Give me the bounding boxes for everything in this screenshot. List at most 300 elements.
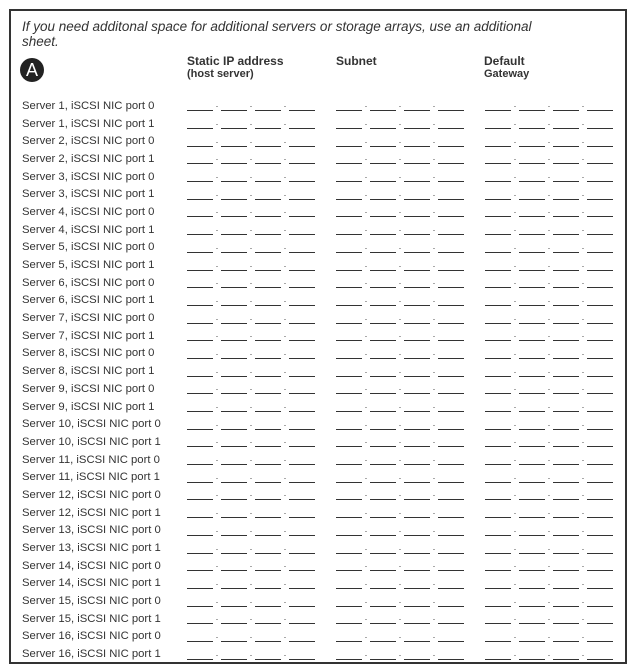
octet-blank[interactable] — [485, 136, 511, 147]
octet-blank[interactable] — [370, 613, 396, 624]
octet-blank[interactable] — [587, 260, 613, 271]
octet-blank[interactable] — [221, 348, 247, 359]
subnet-field[interactable] — [336, 489, 464, 500]
octet-blank[interactable] — [221, 330, 247, 341]
octet-blank[interactable] — [553, 224, 579, 235]
ip-field[interactable] — [187, 436, 315, 447]
octet-blank[interactable] — [404, 578, 430, 589]
octet-blank[interactable] — [289, 454, 315, 465]
subnet-field[interactable] — [336, 118, 464, 129]
octet-blank[interactable] — [587, 560, 613, 571]
octet-blank[interactable] — [255, 436, 281, 447]
octet-blank[interactable] — [438, 489, 464, 500]
octet-blank[interactable] — [187, 489, 213, 500]
octet-blank[interactable] — [370, 366, 396, 377]
octet-blank[interactable] — [519, 242, 545, 253]
octet-blank[interactable] — [289, 631, 315, 642]
ip-field[interactable] — [187, 613, 315, 624]
octet-blank[interactable] — [289, 436, 315, 447]
octet-blank[interactable] — [336, 596, 362, 607]
octet-blank[interactable] — [221, 295, 247, 306]
octet-blank[interactable] — [519, 366, 545, 377]
octet-blank[interactable] — [255, 454, 281, 465]
gateway-field[interactable] — [485, 366, 613, 377]
subnet-field[interactable] — [336, 631, 464, 642]
octet-blank[interactable] — [485, 543, 511, 554]
octet-blank[interactable] — [553, 313, 579, 324]
octet-blank[interactable] — [438, 543, 464, 554]
octet-blank[interactable] — [438, 118, 464, 129]
ip-field[interactable] — [187, 383, 315, 394]
octet-blank[interactable] — [289, 472, 315, 483]
octet-blank[interactable] — [221, 401, 247, 412]
octet-blank[interactable] — [519, 206, 545, 217]
octet-blank[interactable] — [553, 366, 579, 377]
octet-blank[interactable] — [587, 348, 613, 359]
octet-blank[interactable] — [370, 543, 396, 554]
octet-blank[interactable] — [336, 401, 362, 412]
octet-blank[interactable] — [187, 543, 213, 554]
octet-blank[interactable] — [255, 366, 281, 377]
gateway-field[interactable] — [485, 260, 613, 271]
octet-blank[interactable] — [485, 366, 511, 377]
octet-blank[interactable] — [553, 649, 579, 660]
ip-field[interactable] — [187, 543, 315, 554]
gateway-field[interactable] — [485, 578, 613, 589]
octet-blank[interactable] — [336, 136, 362, 147]
octet-blank[interactable] — [336, 366, 362, 377]
octet-blank[interactable] — [221, 613, 247, 624]
octet-blank[interactable] — [519, 631, 545, 642]
octet-blank[interactable] — [221, 383, 247, 394]
octet-blank[interactable] — [289, 401, 315, 412]
octet-blank[interactable] — [289, 330, 315, 341]
octet-blank[interactable] — [289, 348, 315, 359]
octet-blank[interactable] — [221, 100, 247, 111]
subnet-field[interactable] — [336, 613, 464, 624]
octet-blank[interactable] — [221, 277, 247, 288]
octet-blank[interactable] — [221, 578, 247, 589]
octet-blank[interactable] — [187, 295, 213, 306]
octet-blank[interactable] — [187, 277, 213, 288]
ip-field[interactable] — [187, 330, 315, 341]
octet-blank[interactable] — [438, 277, 464, 288]
octet-blank[interactable] — [187, 313, 213, 324]
octet-blank[interactable] — [221, 525, 247, 536]
ip-field[interactable] — [187, 489, 315, 500]
octet-blank[interactable] — [255, 136, 281, 147]
octet-blank[interactable] — [221, 489, 247, 500]
ip-field[interactable] — [187, 649, 315, 660]
octet-blank[interactable] — [404, 206, 430, 217]
octet-blank[interactable] — [255, 313, 281, 324]
octet-blank[interactable] — [587, 596, 613, 607]
octet-blank[interactable] — [187, 118, 213, 129]
octet-blank[interactable] — [553, 295, 579, 306]
octet-blank[interactable] — [255, 472, 281, 483]
octet-blank[interactable] — [289, 489, 315, 500]
octet-blank[interactable] — [587, 242, 613, 253]
octet-blank[interactable] — [370, 242, 396, 253]
octet-blank[interactable] — [336, 489, 362, 500]
octet-blank[interactable] — [336, 260, 362, 271]
subnet-field[interactable] — [336, 260, 464, 271]
octet-blank[interactable] — [221, 543, 247, 554]
octet-blank[interactable] — [519, 578, 545, 589]
octet-blank[interactable] — [336, 295, 362, 306]
octet-blank[interactable] — [255, 330, 281, 341]
octet-blank[interactable] — [255, 649, 281, 660]
octet-blank[interactable] — [438, 171, 464, 182]
octet-blank[interactable] — [519, 136, 545, 147]
octet-blank[interactable] — [221, 631, 247, 642]
octet-blank[interactable] — [255, 153, 281, 164]
octet-blank[interactable] — [404, 260, 430, 271]
octet-blank[interactable] — [519, 348, 545, 359]
octet-blank[interactable] — [221, 560, 247, 571]
octet-blank[interactable] — [438, 472, 464, 483]
octet-blank[interactable] — [587, 507, 613, 518]
subnet-field[interactable] — [336, 295, 464, 306]
octet-blank[interactable] — [336, 419, 362, 430]
ip-field[interactable] — [187, 472, 315, 483]
ip-field[interactable] — [187, 171, 315, 182]
octet-blank[interactable] — [221, 189, 247, 200]
octet-blank[interactable] — [370, 560, 396, 571]
subnet-field[interactable] — [336, 277, 464, 288]
octet-blank[interactable] — [485, 313, 511, 324]
gateway-field[interactable] — [485, 489, 613, 500]
octet-blank[interactable] — [553, 560, 579, 571]
octet-blank[interactable] — [519, 189, 545, 200]
octet-blank[interactable] — [438, 366, 464, 377]
octet-blank[interactable] — [485, 100, 511, 111]
subnet-field[interactable] — [336, 313, 464, 324]
octet-blank[interactable] — [336, 472, 362, 483]
octet-blank[interactable] — [485, 383, 511, 394]
octet-blank[interactable] — [553, 489, 579, 500]
octet-blank[interactable] — [519, 100, 545, 111]
octet-blank[interactable] — [370, 578, 396, 589]
octet-blank[interactable] — [519, 295, 545, 306]
octet-blank[interactable] — [255, 613, 281, 624]
octet-blank[interactable] — [587, 543, 613, 554]
octet-blank[interactable] — [187, 419, 213, 430]
octet-blank[interactable] — [553, 136, 579, 147]
octet-blank[interactable] — [370, 136, 396, 147]
octet-blank[interactable] — [370, 224, 396, 235]
octet-blank[interactable] — [370, 436, 396, 447]
octet-blank[interactable] — [404, 472, 430, 483]
ip-field[interactable] — [187, 313, 315, 324]
subnet-field[interactable] — [336, 419, 464, 430]
octet-blank[interactable] — [187, 649, 213, 660]
gateway-field[interactable] — [485, 613, 613, 624]
octet-blank[interactable] — [336, 224, 362, 235]
octet-blank[interactable] — [255, 348, 281, 359]
octet-blank[interactable] — [289, 118, 315, 129]
octet-blank[interactable] — [404, 383, 430, 394]
octet-blank[interactable] — [519, 613, 545, 624]
octet-blank[interactable] — [336, 383, 362, 394]
octet-blank[interactable] — [370, 153, 396, 164]
ip-field[interactable] — [187, 136, 315, 147]
octet-blank[interactable] — [187, 189, 213, 200]
octet-blank[interactable] — [255, 206, 281, 217]
octet-blank[interactable] — [438, 224, 464, 235]
ip-field[interactable] — [187, 401, 315, 412]
octet-blank[interactable] — [255, 260, 281, 271]
octet-blank[interactable] — [587, 401, 613, 412]
octet-blank[interactable] — [519, 260, 545, 271]
subnet-field[interactable] — [336, 596, 464, 607]
octet-blank[interactable] — [370, 596, 396, 607]
gateway-field[interactable] — [485, 242, 613, 253]
ip-field[interactable] — [187, 348, 315, 359]
octet-blank[interactable] — [587, 189, 613, 200]
octet-blank[interactable] — [289, 313, 315, 324]
octet-blank[interactable] — [187, 136, 213, 147]
octet-blank[interactable] — [370, 348, 396, 359]
octet-blank[interactable] — [485, 596, 511, 607]
gateway-field[interactable] — [485, 277, 613, 288]
octet-blank[interactable] — [519, 401, 545, 412]
octet-blank[interactable] — [336, 631, 362, 642]
octet-blank[interactable] — [553, 260, 579, 271]
octet-blank[interactable] — [289, 277, 315, 288]
octet-blank[interactable] — [255, 419, 281, 430]
octet-blank[interactable] — [221, 313, 247, 324]
subnet-field[interactable] — [336, 472, 464, 483]
octet-blank[interactable] — [221, 454, 247, 465]
octet-blank[interactable] — [370, 330, 396, 341]
gateway-field[interactable] — [485, 419, 613, 430]
subnet-field[interactable] — [336, 507, 464, 518]
octet-blank[interactable] — [187, 171, 213, 182]
octet-blank[interactable] — [553, 118, 579, 129]
octet-blank[interactable] — [485, 472, 511, 483]
octet-blank[interactable] — [404, 613, 430, 624]
octet-blank[interactable] — [553, 454, 579, 465]
octet-blank[interactable] — [336, 543, 362, 554]
octet-blank[interactable] — [336, 525, 362, 536]
octet-blank[interactable] — [587, 313, 613, 324]
subnet-field[interactable] — [336, 366, 464, 377]
octet-blank[interactable] — [221, 242, 247, 253]
octet-blank[interactable] — [587, 330, 613, 341]
octet-blank[interactable] — [289, 366, 315, 377]
octet-blank[interactable] — [221, 136, 247, 147]
gateway-field[interactable] — [485, 507, 613, 518]
octet-blank[interactable] — [485, 631, 511, 642]
octet-blank[interactable] — [519, 489, 545, 500]
octet-blank[interactable] — [336, 100, 362, 111]
octet-blank[interactable] — [221, 419, 247, 430]
octet-blank[interactable] — [289, 295, 315, 306]
ip-field[interactable] — [187, 118, 315, 129]
octet-blank[interactable] — [404, 330, 430, 341]
ip-field[interactable] — [187, 560, 315, 571]
octet-blank[interactable] — [587, 613, 613, 624]
octet-blank[interactable] — [336, 578, 362, 589]
octet-blank[interactable] — [519, 330, 545, 341]
octet-blank[interactable] — [404, 525, 430, 536]
octet-blank[interactable] — [404, 313, 430, 324]
octet-blank[interactable] — [370, 171, 396, 182]
octet-blank[interactable] — [587, 366, 613, 377]
octet-blank[interactable] — [187, 613, 213, 624]
octet-blank[interactable] — [221, 472, 247, 483]
octet-blank[interactable] — [289, 613, 315, 624]
octet-blank[interactable] — [370, 649, 396, 660]
subnet-field[interactable] — [336, 206, 464, 217]
octet-blank[interactable] — [187, 454, 213, 465]
octet-blank[interactable] — [336, 171, 362, 182]
octet-blank[interactable] — [438, 436, 464, 447]
octet-blank[interactable] — [519, 596, 545, 607]
octet-blank[interactable] — [404, 348, 430, 359]
octet-blank[interactable] — [485, 419, 511, 430]
gateway-field[interactable] — [485, 153, 613, 164]
gateway-field[interactable] — [485, 401, 613, 412]
octet-blank[interactable] — [587, 419, 613, 430]
octet-blank[interactable] — [438, 560, 464, 571]
octet-blank[interactable] — [519, 507, 545, 518]
octet-blank[interactable] — [587, 171, 613, 182]
octet-blank[interactable] — [370, 277, 396, 288]
octet-blank[interactable] — [370, 260, 396, 271]
octet-blank[interactable] — [289, 260, 315, 271]
octet-blank[interactable] — [438, 313, 464, 324]
octet-blank[interactable] — [404, 153, 430, 164]
octet-blank[interactable] — [370, 206, 396, 217]
ip-field[interactable] — [187, 242, 315, 253]
octet-blank[interactable] — [221, 596, 247, 607]
octet-blank[interactable] — [289, 242, 315, 253]
octet-blank[interactable] — [519, 560, 545, 571]
octet-blank[interactable] — [336, 649, 362, 660]
octet-blank[interactable] — [438, 525, 464, 536]
octet-blank[interactable] — [485, 489, 511, 500]
octet-blank[interactable] — [485, 330, 511, 341]
octet-blank[interactable] — [438, 260, 464, 271]
octet-blank[interactable] — [221, 507, 247, 518]
octet-blank[interactable] — [404, 295, 430, 306]
octet-blank[interactable] — [255, 277, 281, 288]
octet-blank[interactable] — [553, 543, 579, 554]
octet-blank[interactable] — [289, 100, 315, 111]
ip-field[interactable] — [187, 206, 315, 217]
octet-blank[interactable] — [553, 613, 579, 624]
octet-blank[interactable] — [404, 118, 430, 129]
octet-blank[interactable] — [289, 560, 315, 571]
ip-field[interactable] — [187, 366, 315, 377]
octet-blank[interactable] — [336, 507, 362, 518]
octet-blank[interactable] — [485, 525, 511, 536]
gateway-field[interactable] — [485, 649, 613, 660]
octet-blank[interactable] — [485, 401, 511, 412]
octet-blank[interactable] — [587, 631, 613, 642]
gateway-field[interactable] — [485, 543, 613, 554]
octet-blank[interactable] — [255, 560, 281, 571]
octet-blank[interactable] — [255, 242, 281, 253]
octet-blank[interactable] — [370, 189, 396, 200]
octet-blank[interactable] — [553, 525, 579, 536]
octet-blank[interactable] — [485, 454, 511, 465]
octet-blank[interactable] — [289, 171, 315, 182]
octet-blank[interactable] — [587, 383, 613, 394]
octet-blank[interactable] — [587, 454, 613, 465]
octet-blank[interactable] — [221, 224, 247, 235]
octet-blank[interactable] — [289, 419, 315, 430]
octet-blank[interactable] — [438, 454, 464, 465]
octet-blank[interactable] — [553, 189, 579, 200]
ip-field[interactable] — [187, 153, 315, 164]
octet-blank[interactable] — [553, 383, 579, 394]
octet-blank[interactable] — [485, 118, 511, 129]
octet-blank[interactable] — [289, 543, 315, 554]
octet-blank[interactable] — [438, 383, 464, 394]
octet-blank[interactable] — [587, 100, 613, 111]
octet-blank[interactable] — [519, 454, 545, 465]
octet-blank[interactable] — [255, 171, 281, 182]
octet-blank[interactable] — [370, 454, 396, 465]
octet-blank[interactable] — [187, 560, 213, 571]
octet-blank[interactable] — [485, 206, 511, 217]
gateway-field[interactable] — [485, 224, 613, 235]
octet-blank[interactable] — [587, 136, 613, 147]
octet-blank[interactable] — [438, 189, 464, 200]
octet-blank[interactable] — [519, 649, 545, 660]
octet-blank[interactable] — [370, 313, 396, 324]
gateway-field[interactable] — [485, 436, 613, 447]
subnet-field[interactable] — [336, 436, 464, 447]
octet-blank[interactable] — [370, 489, 396, 500]
octet-blank[interactable] — [255, 189, 281, 200]
octet-blank[interactable] — [485, 171, 511, 182]
octet-blank[interactable] — [587, 295, 613, 306]
octet-blank[interactable] — [187, 401, 213, 412]
gateway-field[interactable] — [485, 295, 613, 306]
octet-blank[interactable] — [404, 560, 430, 571]
subnet-field[interactable] — [336, 100, 464, 111]
octet-blank[interactable] — [553, 436, 579, 447]
octet-blank[interactable] — [255, 118, 281, 129]
octet-blank[interactable] — [553, 596, 579, 607]
octet-blank[interactable] — [221, 436, 247, 447]
octet-blank[interactable] — [370, 507, 396, 518]
octet-blank[interactable] — [404, 436, 430, 447]
octet-blank[interactable] — [404, 366, 430, 377]
octet-blank[interactable] — [404, 596, 430, 607]
octet-blank[interactable] — [519, 118, 545, 129]
octet-blank[interactable] — [404, 454, 430, 465]
octet-blank[interactable] — [485, 436, 511, 447]
octet-blank[interactable] — [187, 578, 213, 589]
octet-blank[interactable] — [438, 153, 464, 164]
octet-blank[interactable] — [187, 242, 213, 253]
gateway-field[interactable] — [485, 313, 613, 324]
octet-blank[interactable] — [370, 472, 396, 483]
octet-blank[interactable] — [187, 366, 213, 377]
octet-blank[interactable] — [255, 631, 281, 642]
octet-blank[interactable] — [485, 242, 511, 253]
subnet-field[interactable] — [336, 578, 464, 589]
octet-blank[interactable] — [221, 171, 247, 182]
ip-field[interactable] — [187, 507, 315, 518]
gateway-field[interactable] — [485, 118, 613, 129]
octet-blank[interactable] — [404, 277, 430, 288]
